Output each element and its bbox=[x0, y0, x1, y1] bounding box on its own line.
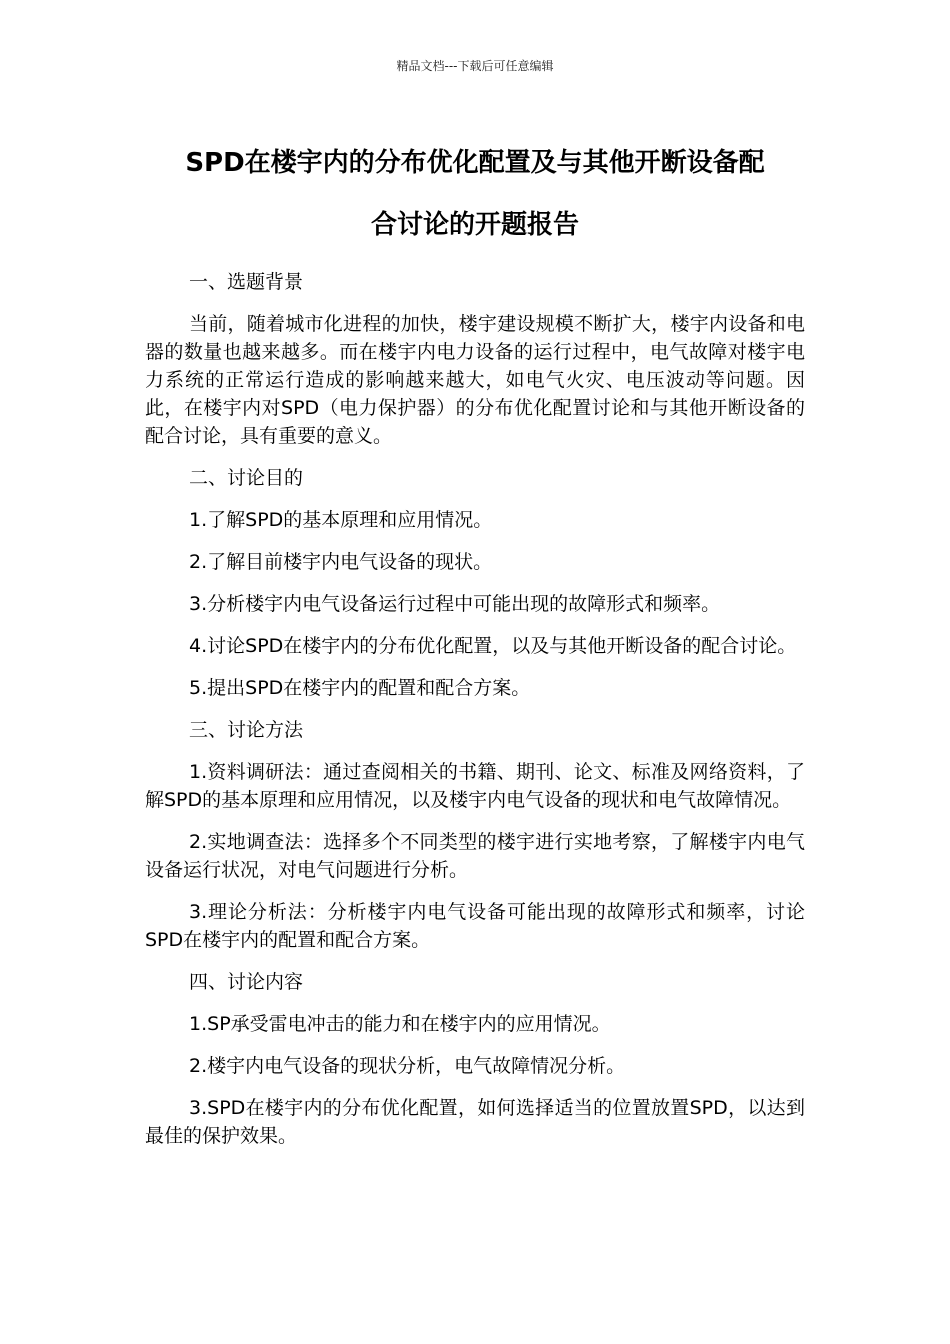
list-item: 4.讨论SPD在楼宇内的分布优化配置，以及与其他开断设备的配合讨论。 bbox=[189, 635, 797, 657]
list-item: 2.了解目前楼宇内电气设备的现状。 bbox=[189, 551, 493, 573]
list-item: 1.了解SPD的基本原理和应用情况。 bbox=[189, 509, 493, 531]
section-heading-methods: 三、讨论方法 bbox=[189, 719, 304, 741]
paragraph: 当前，随着城市化进程的加快，楼宇建设规模不断扩大，楼宇内设备和电器的数量也越来越多。而在楼宇内电力设备的运行过程中，电气故障对楼宇电力系统的正常运行造成的影响越来越大，如电气火灾、电压波动等问题。因此，在楼宇内对SPD（电力保护器）的分布优化配置讨论和与其他开断设备的配合讨论，具有重要的意义。 bbox=[145, 313, 805, 447]
title-line-1: SPD在楼宇内的分布优化配置及与其他开断设备配 bbox=[185, 148, 765, 178]
list-item: 3.SPD在楼宇内的分布优化配置，如何选择适当的位置放置SPD，以达到最佳的保护效果。 bbox=[145, 1097, 805, 1147]
page-header-note: 精品文档---下载后可任意编辑 bbox=[396, 59, 554, 73]
section-heading-content: 四、讨论内容 bbox=[189, 971, 304, 993]
list-item: 1.SP承受雷电冲击的能力和在楼宇内的应用情况。 bbox=[189, 1013, 611, 1035]
list-item: 3.理论分析法：分析楼宇内电气设备可能出现的故障形式和频率，讨论SPD在楼宇内的配置和配合方案。 bbox=[145, 901, 805, 951]
list-item: 5.提出SPD在楼宇内的配置和配合方案。 bbox=[189, 677, 531, 699]
section-heading-background: 一、选题背景 bbox=[189, 271, 304, 293]
list-item: 2.实地调查法：选择多个不同类型的楼宇进行实地考察，了解楼宇内电气设备运行状况，对电气问题进行分析。 bbox=[145, 831, 805, 881]
list-item: 1.资料调研法：通过查阅相关的书籍、期刊、论文、标准及网络资料，了解SPD的基本原理和应用情况，以及楼宇内电气设备的现状和电气故障情况。 bbox=[145, 761, 805, 811]
list-item: 2.楼宇内电气设备的现状分析，电气故障情况分析。 bbox=[189, 1055, 626, 1077]
section-heading-purpose: 二、讨论目的 bbox=[189, 467, 304, 489]
document-body bbox=[145, 268, 805, 1164]
title-line-2: 合讨论的开题报告 bbox=[370, 210, 579, 240]
document-title bbox=[130, 132, 820, 256]
list-item: 3.分析楼宇内电气设备运行过程中可能出现的故障形式和频率。 bbox=[189, 593, 721, 615]
